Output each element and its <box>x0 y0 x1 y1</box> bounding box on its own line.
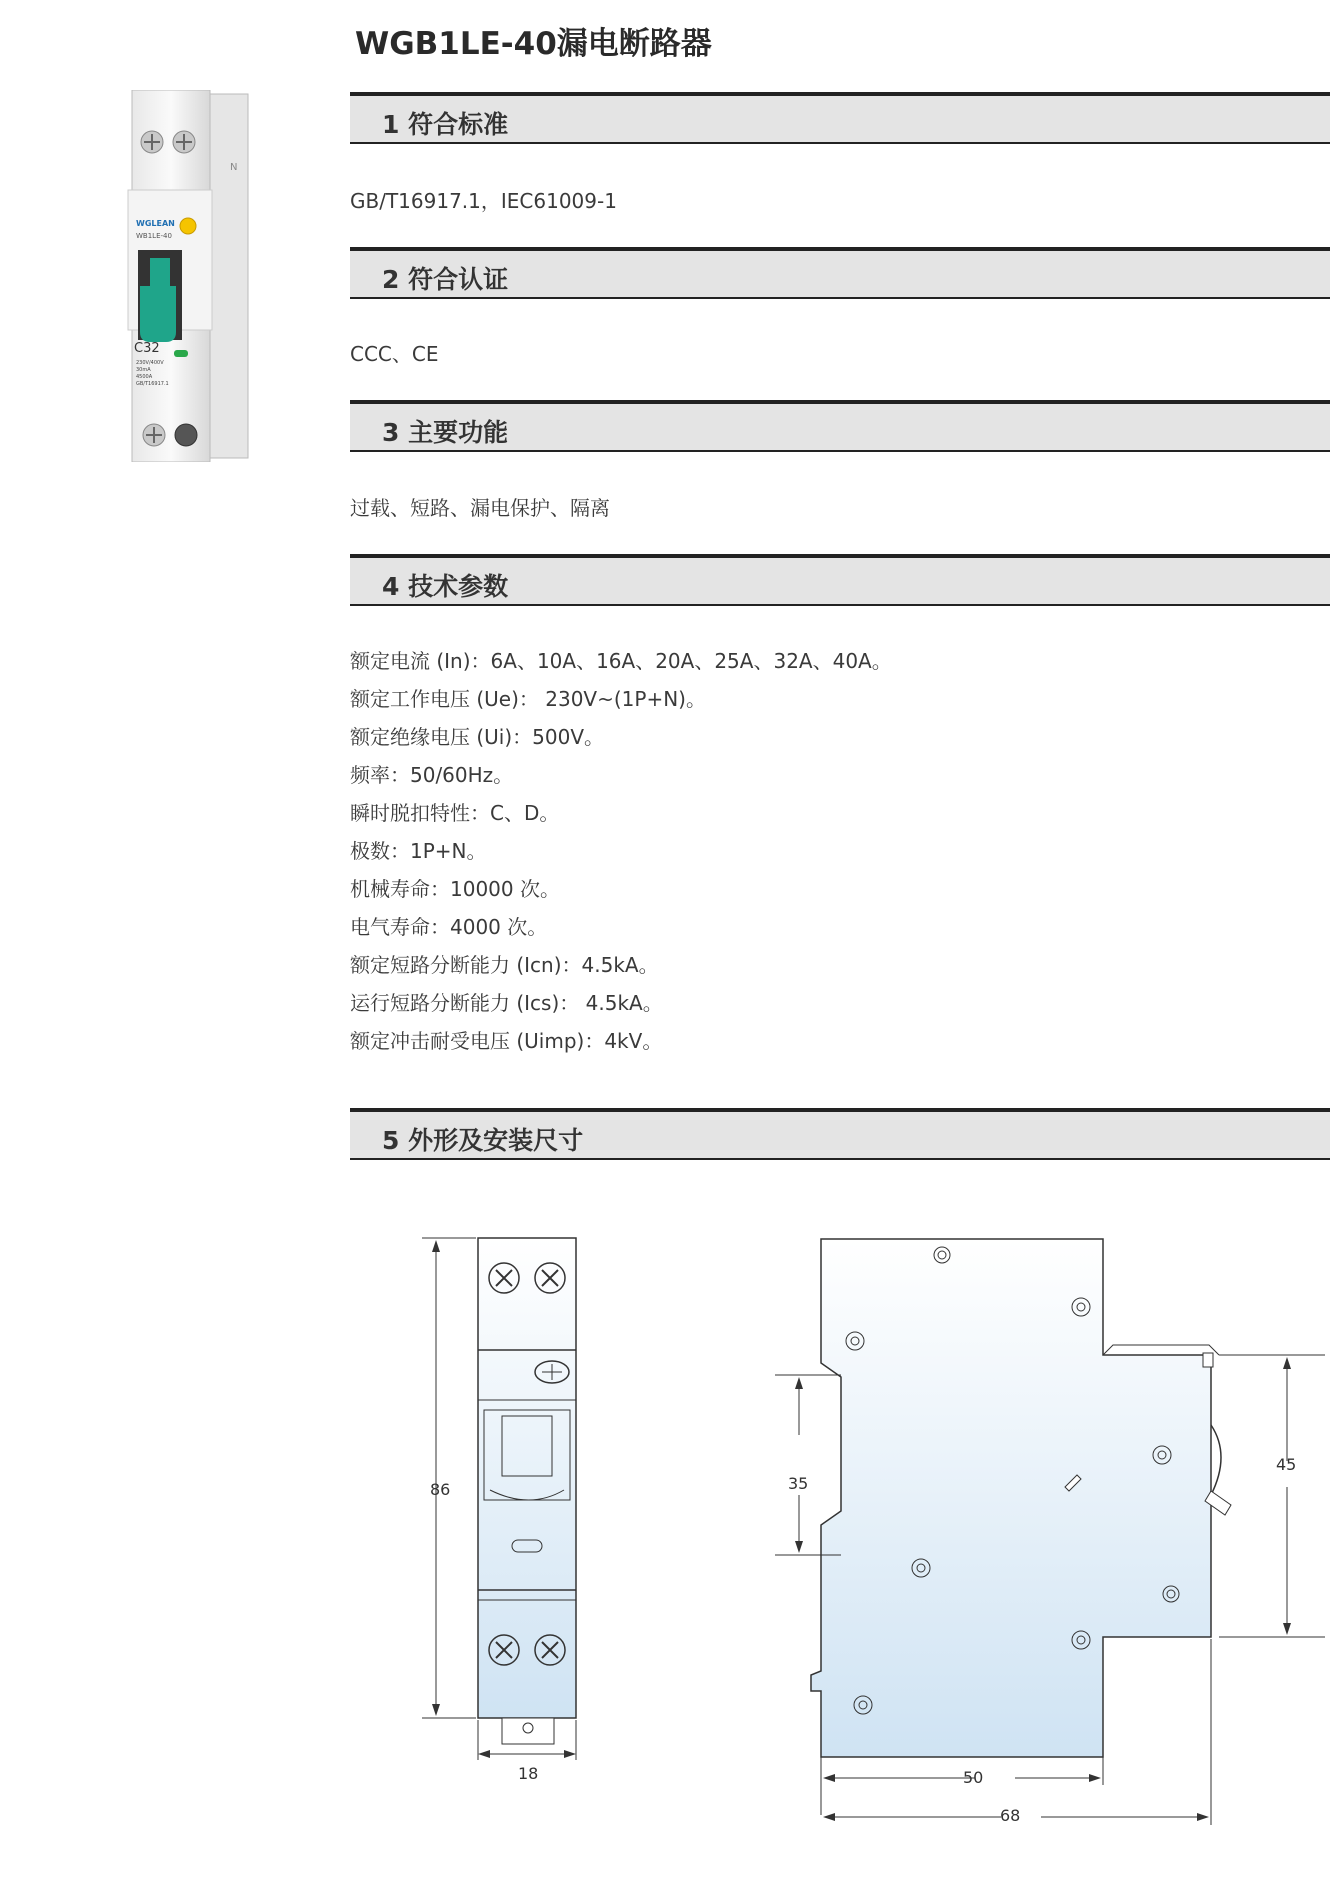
dim-front-height: 86 <box>430 1480 451 1499</box>
product-image <box>124 90 256 462</box>
param-rated-voltage: 额定工作电压 (Ue)： 230V~(1P+N)。 <box>350 687 706 711</box>
param-ics: 运行短路分断能力 (Ics)： 4.5kA。 <box>350 991 663 1015</box>
dim-side-din: 35 <box>788 1474 809 1493</box>
section-text-certifications: CCC、CE <box>350 342 439 366</box>
param-electrical-life: 电气寿命：4000 次。 <box>350 915 548 939</box>
product-spec-4: GB/T16917.1 <box>136 381 169 387</box>
section-heading-label: 5 外形及安装尺寸 <box>382 1126 584 1155</box>
side-view-drawing <box>775 1225 1325 1825</box>
section-heading-label: 1 符合标准 <box>382 110 509 139</box>
param-icn: 额定短路分断能力 (Icn)：4.5kA。 <box>350 953 659 977</box>
section-heading-label: 3 主要功能 <box>382 418 509 447</box>
dim-side-depth-b: 68 <box>1000 1806 1021 1825</box>
product-terminal-n: N <box>230 162 238 173</box>
param-frequency: 频率：50/60Hz。 <box>350 763 514 787</box>
product-brand: WGLEAN <box>136 219 175 228</box>
product-model: WB1LE-40 <box>136 232 172 240</box>
section-text-standards: GB/T16917.1，IEC61009-1 <box>350 189 617 213</box>
product-rating: C32 <box>134 341 160 356</box>
product-spec-1: 230V/400V <box>136 360 164 366</box>
section-heading-parameters <box>350 554 1330 606</box>
param-mechanical-life: 机械寿命：10000 次。 <box>350 877 560 901</box>
dim-front-width: 18 <box>518 1764 539 1783</box>
param-trip-characteristic: 瞬时脱扣特性：C、D。 <box>350 801 560 825</box>
param-uimp: 额定冲击耐受电压 (Uimp)：4kV。 <box>350 1029 663 1053</box>
section-heading-functions <box>350 400 1330 452</box>
page-title: WGB1LE-40漏电断路器 <box>355 26 712 62</box>
parameter-list <box>350 642 892 1060</box>
param-rated-current: 额定电流 (In)：6A、10A、16A、20A、25A、32A、40A。 <box>350 649 892 673</box>
section-heading-dimensions <box>350 1108 1330 1160</box>
section-heading-standards <box>350 92 1330 144</box>
param-insulation-voltage: 额定绝缘电压 (Ui)：500V。 <box>350 725 605 749</box>
param-poles: 极数：1P+N。 <box>350 839 487 863</box>
product-spec-3: 4500A <box>136 374 153 380</box>
section-heading-label: 2 符合认证 <box>382 265 509 294</box>
dim-side-depth-a: 50 <box>963 1768 984 1787</box>
dim-side-front: 45 <box>1276 1455 1297 1474</box>
section-heading-certifications <box>350 247 1330 299</box>
section-heading-label: 4 技术参数 <box>382 572 509 601</box>
section-text-functions: 过载、短路、漏电保护、隔离 <box>350 496 610 520</box>
front-view-drawing <box>420 1230 600 1790</box>
product-spec-2: 30mA <box>136 367 151 373</box>
